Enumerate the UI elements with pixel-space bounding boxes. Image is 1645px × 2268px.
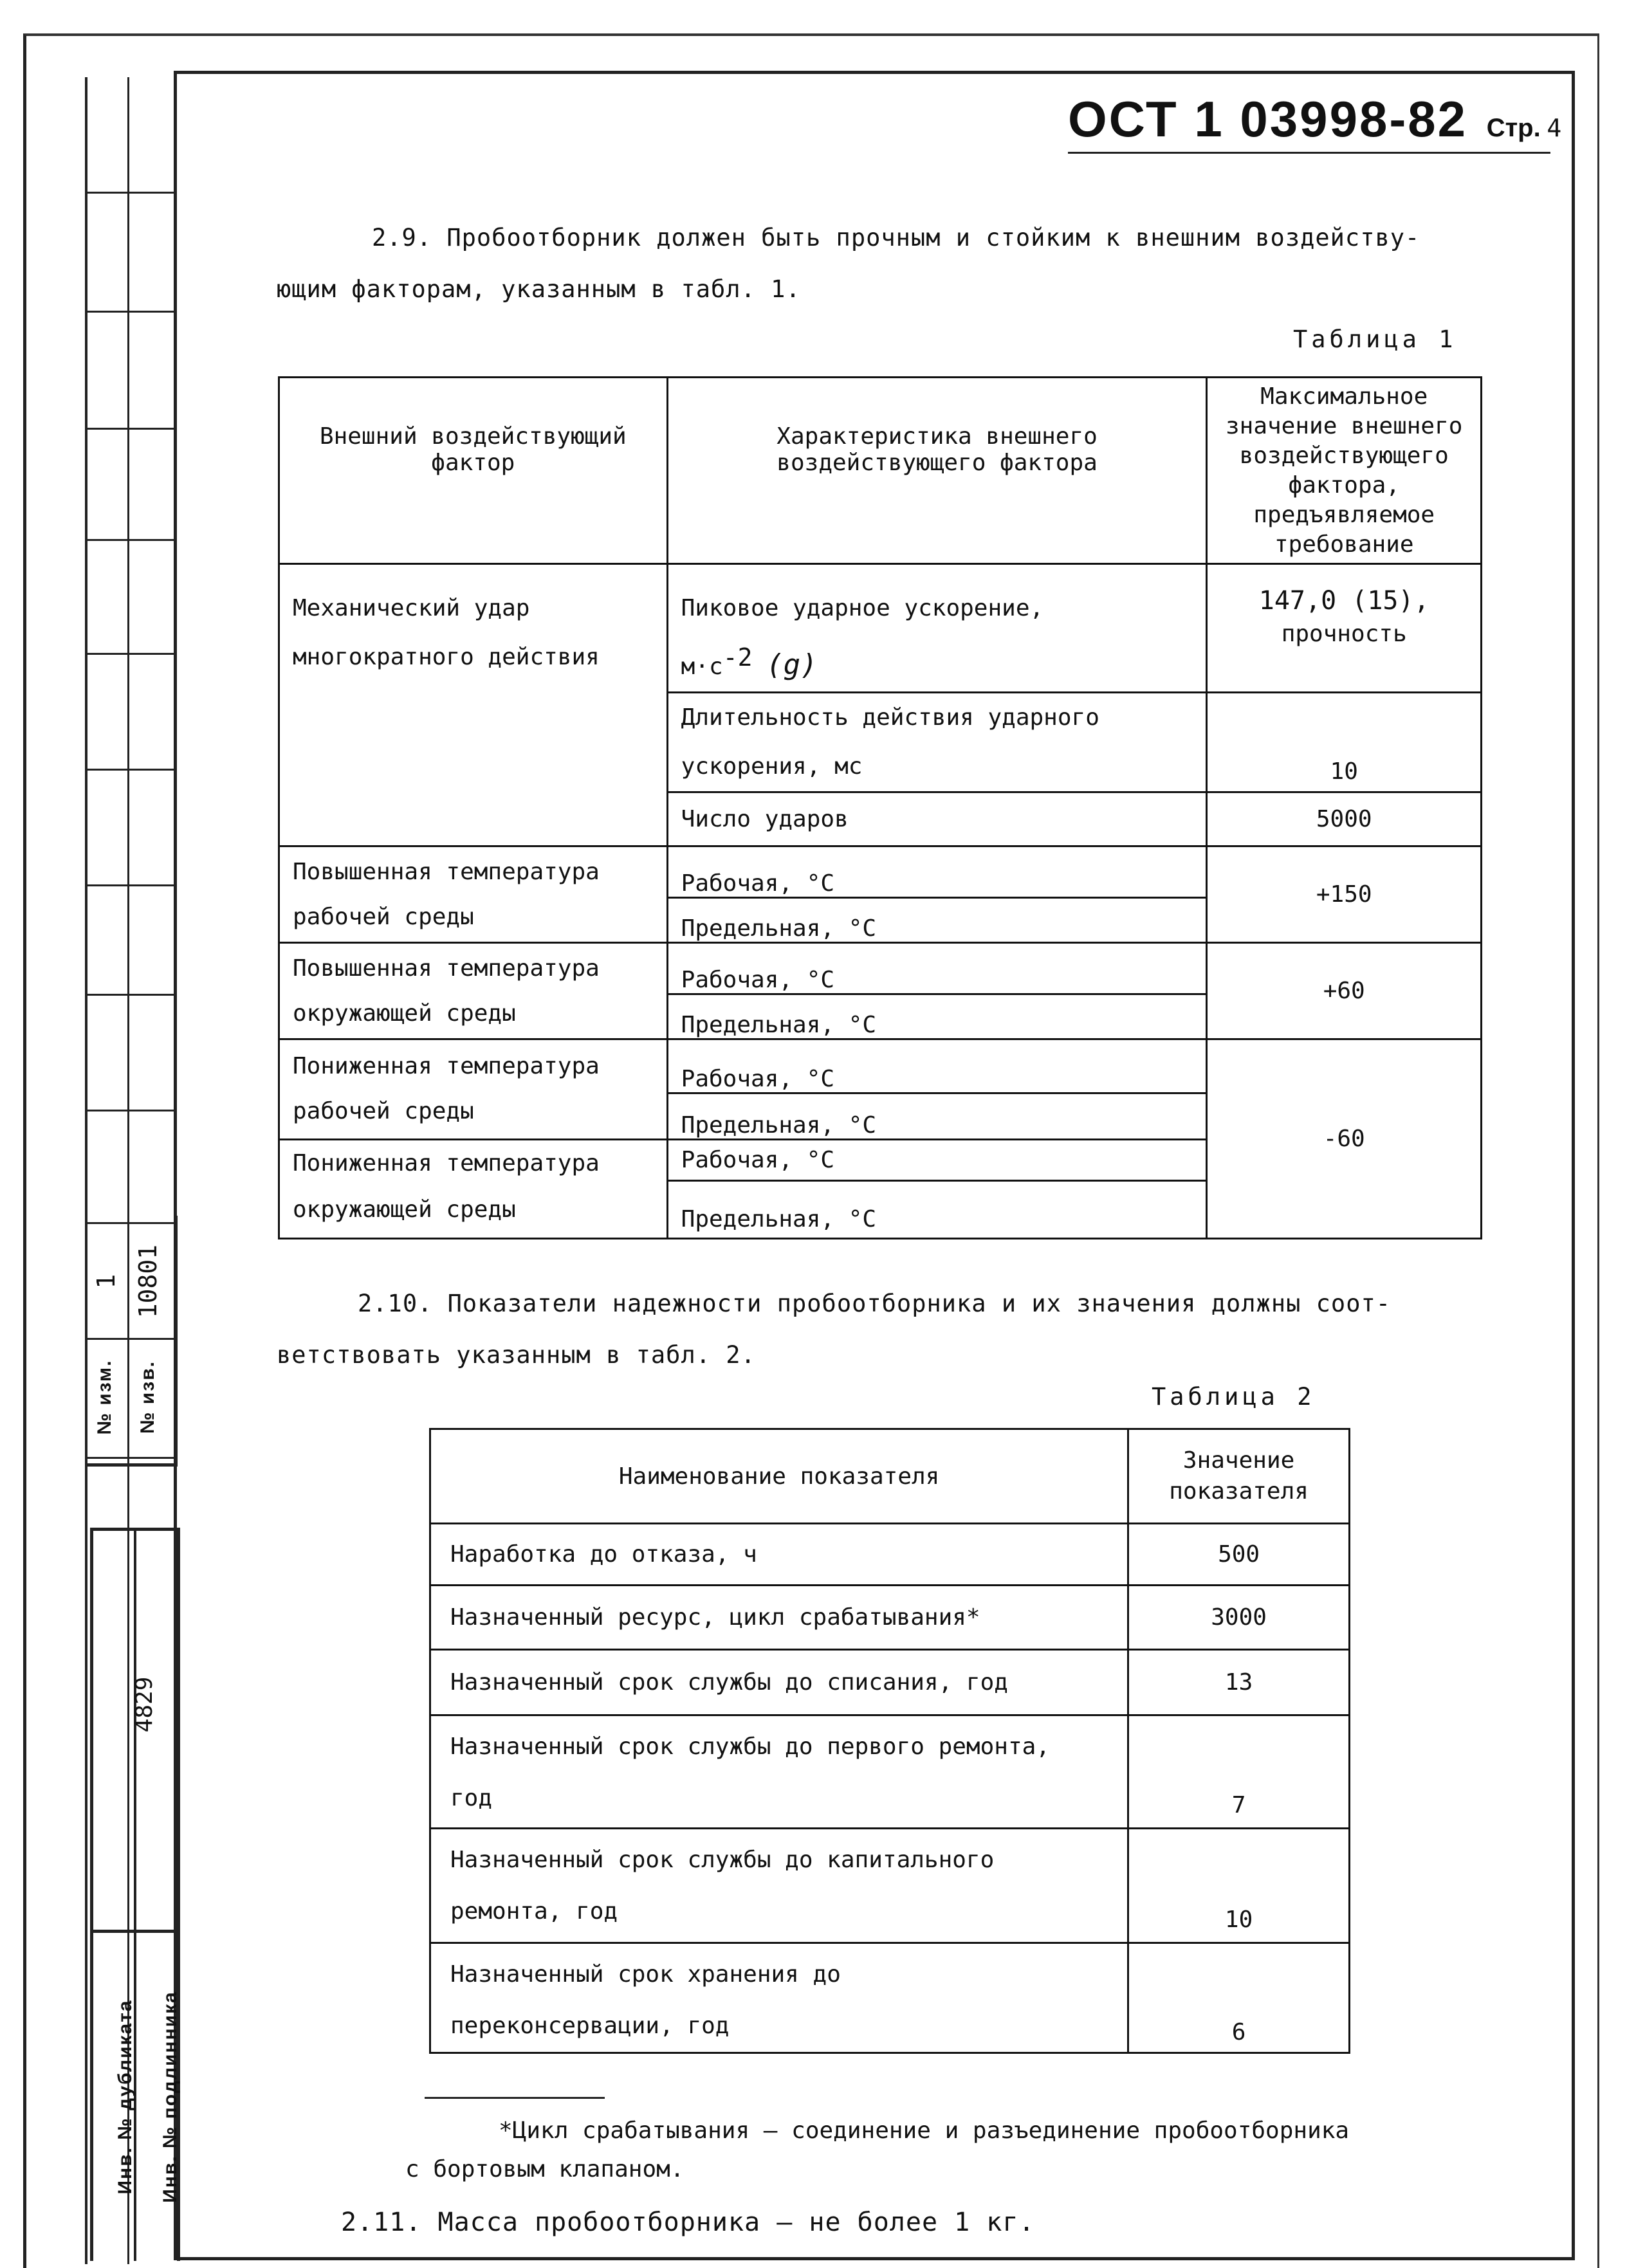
table2-header-value: Значение показателя bbox=[1128, 1429, 1350, 1524]
table-row bbox=[430, 1943, 1350, 2053]
mech-duration-value: 10 bbox=[1207, 693, 1482, 792]
table1-header-factor: Внешний воздействующий фактор bbox=[279, 378, 668, 564]
page-number: 4 bbox=[1547, 114, 1562, 142]
work-hot-value: +150 bbox=[1207, 846, 1482, 943]
strip-line bbox=[85, 428, 175, 430]
mech-peak-exp: -2 bbox=[722, 643, 753, 672]
work-cold-working: Рабочая, °С bbox=[667, 1039, 1207, 1093]
table2-row5-value: 10 bbox=[1128, 1829, 1350, 1943]
page-label: Стр. bbox=[1486, 114, 1541, 142]
header-underline bbox=[1068, 152, 1550, 154]
table1-caption: Таблица 1 bbox=[1293, 325, 1457, 353]
strip-line bbox=[85, 653, 175, 655]
table1-header-row bbox=[279, 378, 1482, 564]
para-2-10-line2: ветствовать указанным в табл. 2. bbox=[277, 1341, 756, 1369]
mech-count: Число ударов bbox=[667, 792, 1207, 846]
table-row bbox=[279, 1039, 1482, 1093]
table-row bbox=[279, 564, 1482, 693]
table1-header-characteristic: Характеристика внешнего воздействующего фактора bbox=[667, 378, 1207, 564]
table2-header-name: Наименование показателя bbox=[430, 1429, 1128, 1524]
table2-row1-value: 500 bbox=[1128, 1524, 1350, 1586]
work-cold-factor: Пониженная температура рабочей среды bbox=[279, 1039, 668, 1140]
env-cold-limit: Предельная, °С bbox=[667, 1181, 1207, 1239]
original-inventory-label: Инв. № подлинника bbox=[160, 1991, 181, 2203]
table2-header-row bbox=[430, 1429, 1350, 1524]
para-2-11: 2.11. Масса пробоотборника – не более 1 кг. bbox=[341, 2208, 1035, 2237]
table2-row3-name: Назначенный срок службы до списания, год bbox=[430, 1650, 1128, 1715]
strip-line bbox=[85, 769, 175, 771]
table-row bbox=[430, 1715, 1350, 1829]
table2-row6-name: Назначенный срок хранения до переконсервации, год bbox=[430, 1943, 1128, 2053]
work-cold-limit: Предельная, °С bbox=[667, 1093, 1207, 1140]
mech-count-value: 5000 bbox=[1207, 792, 1482, 846]
mech-peak-unit: м·с bbox=[681, 654, 723, 680]
change-label: № изм. bbox=[94, 1359, 115, 1435]
table2-row6-value: 6 bbox=[1128, 1943, 1350, 2053]
mech-peak-value-cell bbox=[1207, 564, 1482, 693]
para-2-9-line2: ющим факторам, указанным в табл. 1. bbox=[277, 275, 801, 303]
table-row bbox=[430, 1829, 1350, 1943]
strip-line bbox=[85, 884, 175, 886]
env-cold-factor: Пониженная температура окружающей среды bbox=[279, 1140, 668, 1239]
footnote-line2: с бортовым клапаном. bbox=[405, 2156, 685, 2182]
mech-duration: Длительность действия ударного ускорения, мс bbox=[667, 693, 1207, 792]
table2-row1-name: Наработка до отказа, ч bbox=[430, 1524, 1128, 1586]
work-hot-limit: Предельная, °С bbox=[667, 898, 1207, 943]
env-hot-value: +60 bbox=[1207, 943, 1482, 1039]
strip-line bbox=[85, 192, 175, 194]
table-row bbox=[430, 1586, 1350, 1650]
strip-line bbox=[85, 994, 175, 996]
table1-header-max-value: Максимальное значение внешнего воздействующего фактора, предъявляемое требование bbox=[1207, 378, 1482, 564]
table2-row3-value: 13 bbox=[1128, 1650, 1350, 1715]
strip-line bbox=[85, 1110, 175, 1111]
inventory-line bbox=[90, 1930, 180, 1933]
table2-row4-name: Назначенный срок службы до первого ремонта, год bbox=[430, 1715, 1128, 1829]
notice-label: № изв. bbox=[137, 1360, 158, 1434]
notice-value: 10801 bbox=[134, 1244, 162, 1319]
mech-peak-label: Пиковое ударное ускорение, bbox=[681, 595, 1044, 621]
table2 bbox=[429, 1428, 1350, 2054]
footnote-separator bbox=[425, 2097, 605, 2099]
duplicate-inventory-label: Инв. № дубликата bbox=[115, 1999, 136, 2195]
document-code: ОСТ 1 03998-82 bbox=[1068, 91, 1468, 147]
table2-row5-name: Назначенный срок службы до капитального ремонта, год bbox=[430, 1829, 1128, 1943]
env-hot-factor: Повышенная температура окружающей среды bbox=[279, 943, 668, 1039]
orig-inventory-value: 4829 bbox=[131, 1676, 158, 1733]
mech-peak-requirement: прочность bbox=[1281, 621, 1407, 647]
table-row bbox=[430, 1650, 1350, 1715]
para-2-10-line1: 2.10. Показатели надежности пробоотборника и их значения должны соот- bbox=[358, 1290, 1392, 1317]
strip-line bbox=[85, 539, 175, 541]
table2-row2-value: 3000 bbox=[1128, 1586, 1350, 1650]
env-hot-limit: Предельная, °С bbox=[667, 994, 1207, 1039]
table-row bbox=[279, 943, 1482, 994]
mech-peak-cell bbox=[667, 564, 1207, 693]
table2-caption: Таблица 2 bbox=[1152, 1383, 1316, 1411]
change-value: 1 bbox=[92, 1274, 120, 1289]
footnote-line1: *Цикл срабатывания – соединение и разъединение пробоотборника bbox=[499, 2117, 1350, 2144]
strip-line bbox=[85, 311, 175, 313]
mech-peak-value: 147,0 (15), bbox=[1258, 586, 1429, 616]
work-hot-factor: Повышенная температура рабочей среды bbox=[279, 846, 668, 943]
env-cold-working: Рабочая, °С bbox=[667, 1140, 1207, 1181]
work-hot-working: Рабочая, °С bbox=[667, 846, 1207, 898]
mech-peak-g: (g) bbox=[766, 648, 818, 681]
document-header bbox=[1068, 90, 1561, 149]
mech-peak-unit-line bbox=[681, 633, 1193, 691]
cold-value: -60 bbox=[1207, 1039, 1482, 1239]
env-hot-working: Рабочая, °С bbox=[667, 943, 1207, 994]
table-row bbox=[430, 1524, 1350, 1586]
table-row bbox=[279, 846, 1482, 898]
para-2-9-line1: 2.9. Пробоотборник должен быть прочным и стойким к внешним воздейству- bbox=[372, 224, 1420, 251]
table2-row4-value: 7 bbox=[1128, 1715, 1350, 1829]
table2-row2-name: Назначенный ресурс, цикл срабатывания* bbox=[430, 1586, 1128, 1650]
mech-factor: Механический удар многократного действия bbox=[279, 564, 668, 846]
table1 bbox=[278, 376, 1482, 1239]
